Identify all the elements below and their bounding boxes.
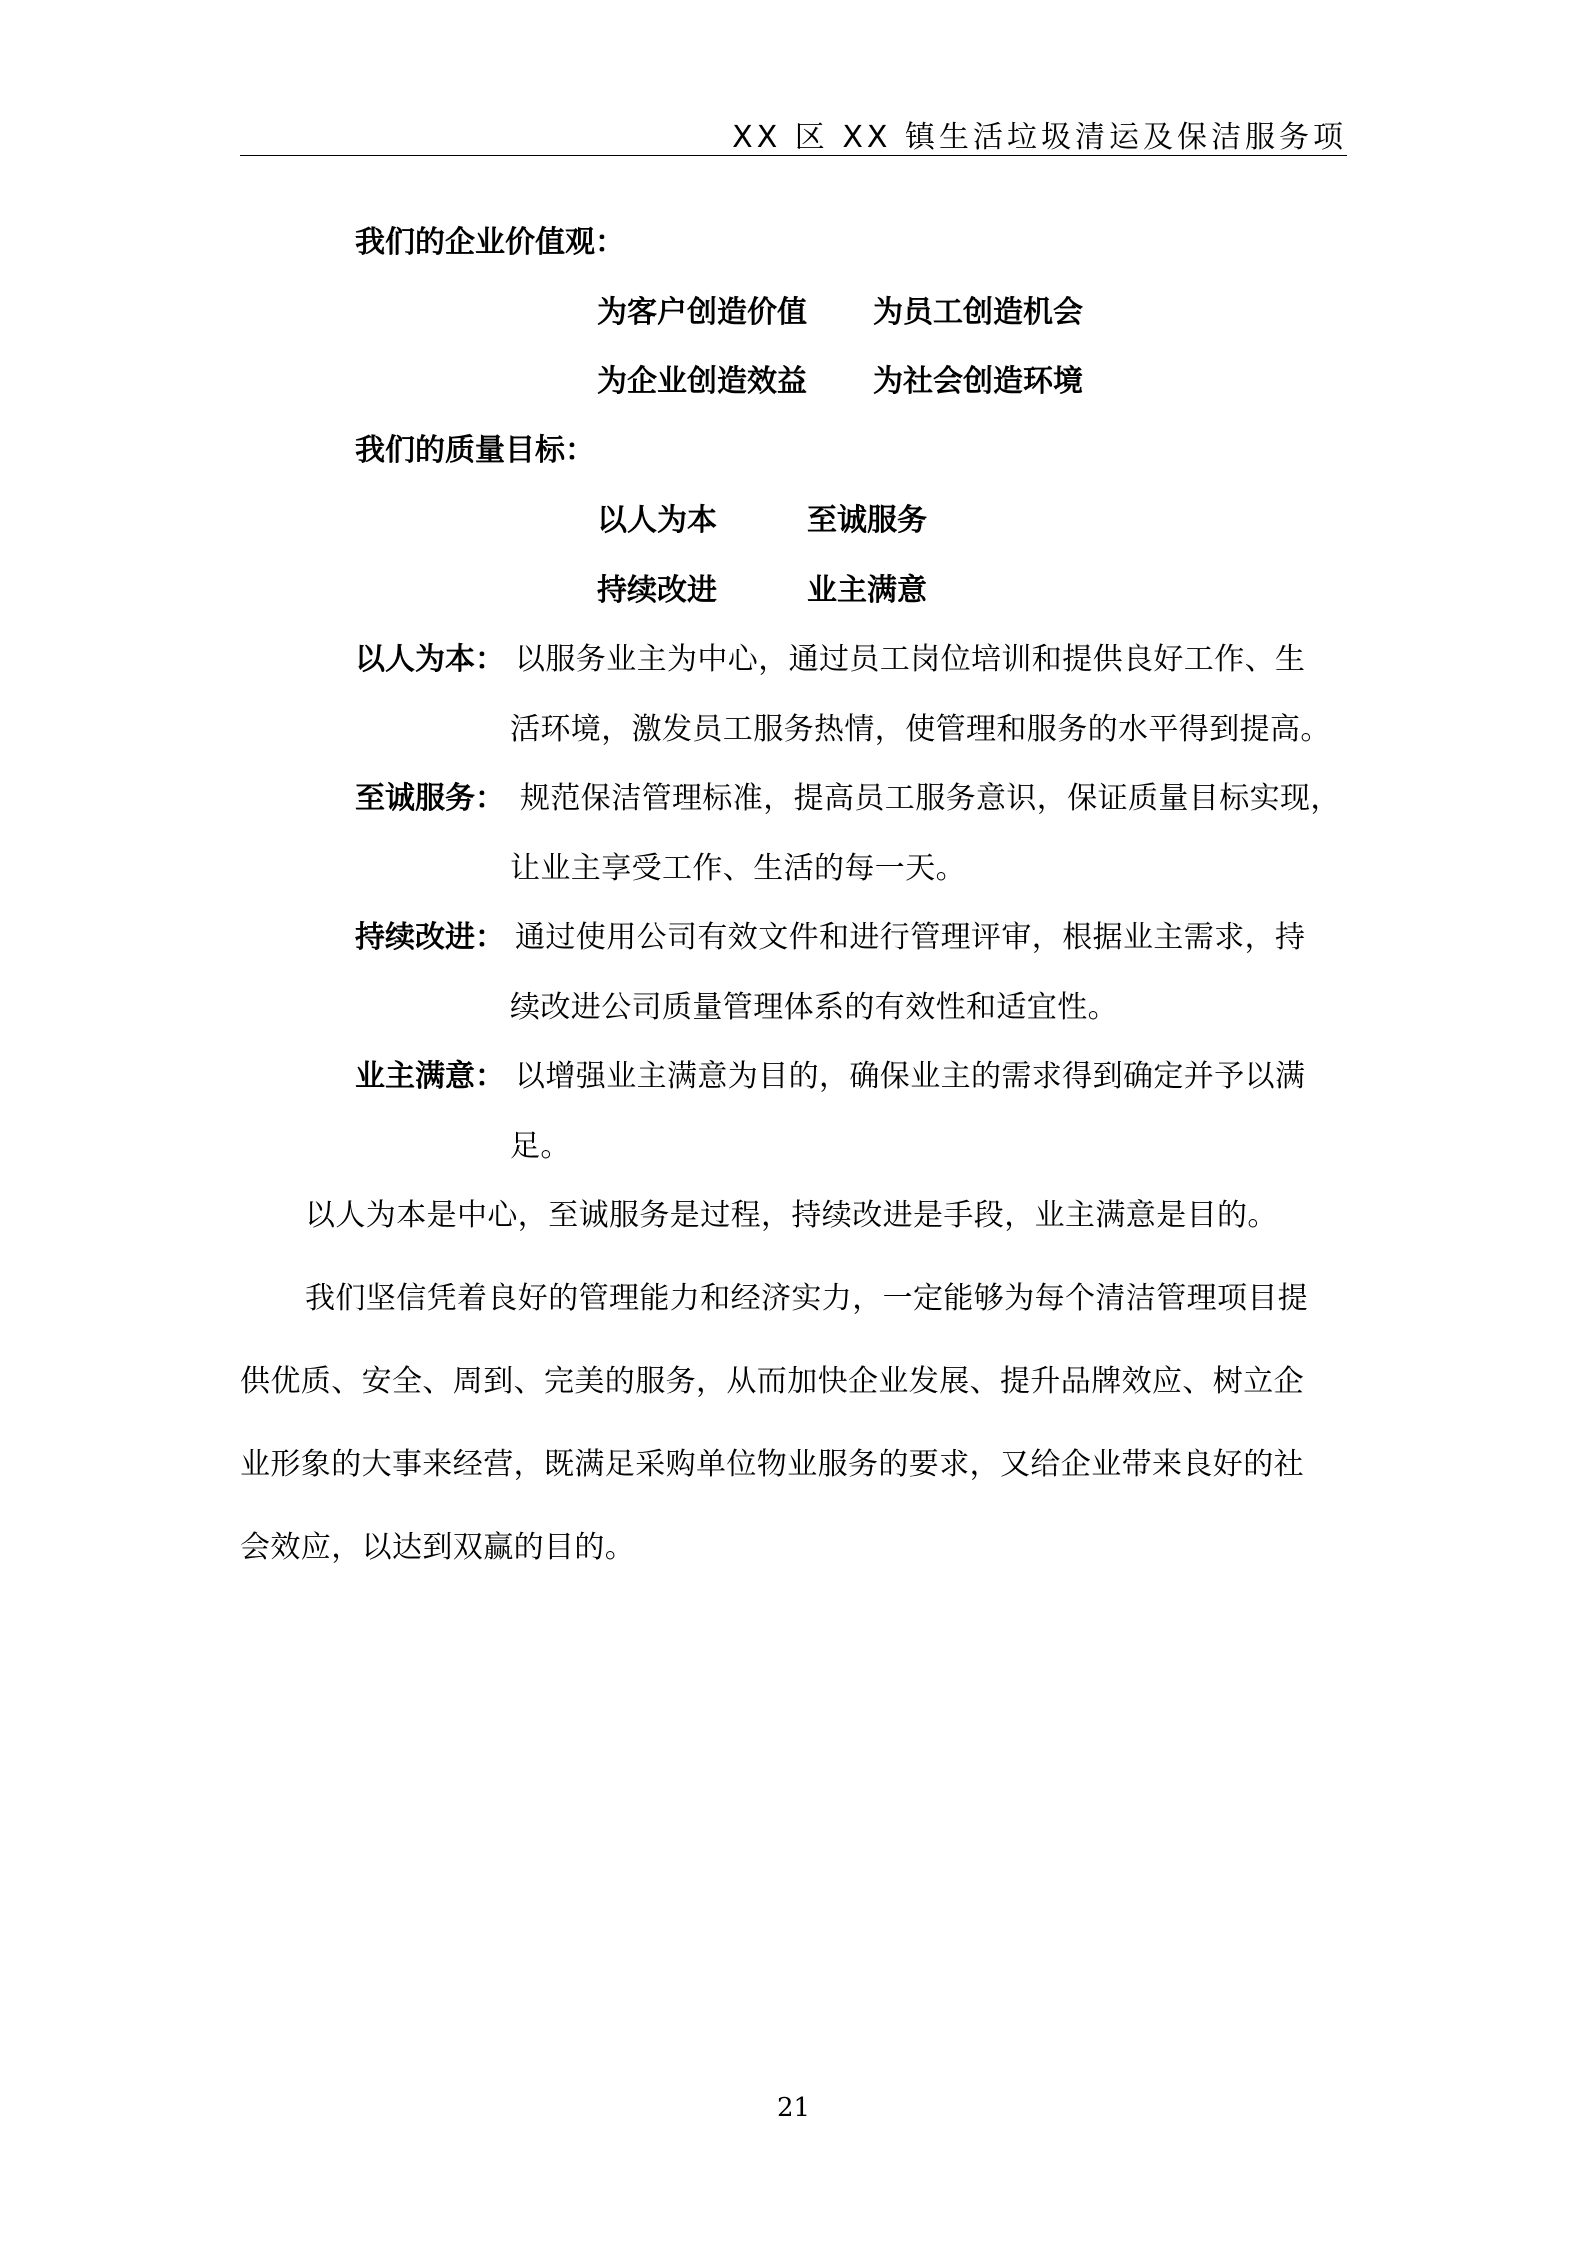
definition-text: 续改进公司质量管理体系的有效性和适宜性。 (510, 990, 1118, 1025)
definition-term: 业主满意： (355, 1059, 505, 1094)
definition-term: 以人为本： (355, 642, 505, 677)
definition-text: 以增强业主满意为目的，确保业主的需求得到确定并予以满 (515, 1059, 1306, 1094)
value-item: 为员工创造机会 (873, 295, 1083, 330)
definition-text: 活环境，激发员工服务热情，使管理和服务的水平得到提高。 (510, 712, 1331, 747)
paragraph-line: 业形象的大事来经营，既满足采购单位物业服务的要求，又给企业带来良好的社 (240, 1447, 1304, 1482)
definition-text: 规范保洁管理标准，提高员工服务意识，保证质量目标实现， (520, 781, 1341, 816)
value-item: 为企业创造效益 (597, 364, 807, 399)
definition-text: 足。 (510, 1129, 571, 1164)
summary-text: 以人为本是中心，至诚服务是过程，持续改进是手段，业主满意是目的。 (305, 1198, 1278, 1233)
definition-text: 让业主享受工作、生活的每一天。 (510, 851, 966, 886)
values-heading: 我们的企业价值观： (355, 225, 625, 260)
quality-goal: 持续改进 (597, 573, 717, 608)
value-item: 为社会创造环境 (873, 364, 1083, 399)
value-item: 为客户创造价值 (597, 295, 807, 330)
paragraph-line: 供优质、安全、周到、完美的服务，从而加快企业发展、提升品牌效应、树立企 (240, 1364, 1304, 1399)
page-number: 21 (776, 2093, 811, 2123)
definition-text: 通过使用公司有效文件和进行管理评审，根据业主需求，持 (515, 920, 1306, 955)
header-title: XX 区 XX 镇生活垃圾清运及保洁服务项 (732, 120, 1347, 155)
quality-goal: 业主满意 (807, 573, 927, 608)
paragraph-line: 会效应，以达到双赢的目的。 (240, 1530, 636, 1565)
paragraph-line: 我们坚信凭着良好的管理能力和经济实力，一定能够为每个清洁管理项目提 (305, 1281, 1309, 1316)
header-divider (240, 155, 1347, 156)
quality-heading: 我们的质量目标： (355, 433, 595, 468)
definition-text: 以服务业主为中心，通过员工岗位培训和提供良好工作、生 (515, 642, 1306, 677)
quality-goal: 至诚服务 (807, 503, 927, 538)
definition-term: 持续改进： (355, 920, 505, 955)
quality-goal: 以人为本 (597, 503, 717, 538)
definition-term: 至诚服务： (355, 781, 505, 816)
